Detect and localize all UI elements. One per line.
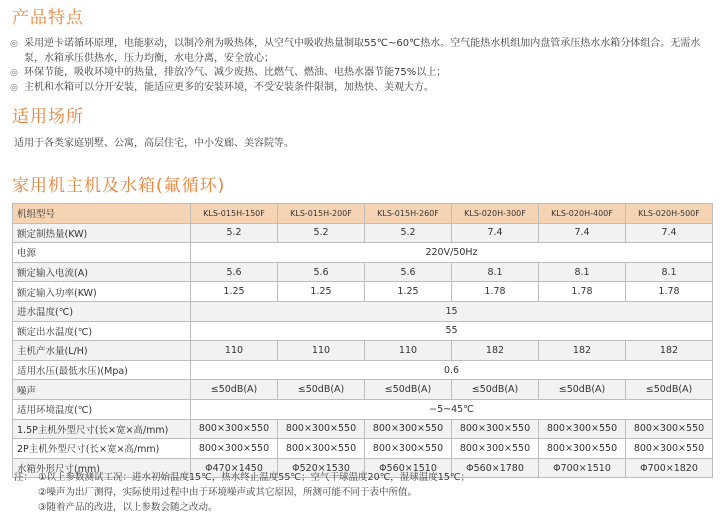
value-cell: 5.6 [278,262,365,282]
value-cell: 1.25 [365,282,452,302]
value-cell: 110 [365,341,452,361]
application-title: 适用场所 [12,107,84,127]
features-list [10,37,714,95]
value-cell: 7.4 [452,223,539,243]
value-cell: 800×300×550 [452,419,539,439]
table-title: 家用机主机及水箱(氟循环) [12,176,226,196]
table-row [13,321,713,341]
value-cell: ≤50dB(A) [626,380,713,400]
row-label: 适用水压(最低水压)(Mpa) [13,360,191,380]
row-label: 1.5P主机外型尺寸(长×宽×高/mm) [13,419,191,439]
note-text: ②噪声为出厂测得，实际使用过程中由于环境噪声或其它原因，所测可能不同于表中所值。 [38,487,418,498]
note-item [14,470,470,485]
value-cell: Φ700×1820 [626,458,713,478]
header-cell-model-name: KLS-020H-300F [452,204,539,224]
row-label: 额定制热量(KW) [13,223,191,243]
value-cell: Φ470×1450 [191,458,278,478]
value-cell: 800×300×550 [278,419,365,439]
value-cell: 5.2 [191,223,278,243]
application-text: 适用于各类家庭别墅、公寓，高层住宅，中小发廊、美容院等。 [14,138,294,149]
list-item [10,66,714,81]
value-cell: ≤50dB(A) [452,380,539,400]
value-cell: Φ560×1780 [452,458,539,478]
feature-text: 环保节能，吸收环境中的热量，排放冷气、减少废热、比燃气、燃油、电热水器节能75%以上； [24,67,447,78]
row-label: 主机产水量(L/H) [13,341,191,361]
merged-value-cell: 220V/50Hz [191,243,713,263]
value-cell: Φ560×1510 [365,458,452,478]
header-cell-model-name: KLS-020H-400F [539,204,626,224]
table-row [13,223,713,243]
value-cell: 5.6 [365,262,452,282]
value-cell: ≤50dB(A) [539,380,626,400]
row-label: 额定输入功率(KW) [13,282,191,302]
bullet-icon: ◎ [10,82,18,93]
value-cell: ≤50dB(A) [191,380,278,400]
merged-value-cell: 55 [191,321,713,341]
merged-value-cell: −5~45℃ [191,399,713,419]
header-cell-model-name: KLS-015H-260F [365,204,452,224]
value-cell: 110 [191,341,278,361]
merged-value-cell: 15 [191,301,713,321]
note-text: ①以上参数测试工况：进水初始温度15℃，热水终止温度55℃；空气干球温度20℃，湿球温度15℃； [38,472,471,483]
value-cell: 800×300×550 [452,439,539,459]
row-label: 额定输入电流(A) [13,262,191,282]
spec-table [12,203,713,478]
row-label: 2P主机外型尺寸(长×宽×高/mm) [13,439,191,459]
table-header-row [13,204,713,224]
value-cell: 5.6 [191,262,278,282]
table-row [13,380,713,400]
row-label: 电源 [13,243,191,263]
table-row [13,301,713,321]
value-cell: 5.2 [365,223,452,243]
value-cell: 8.1 [539,262,626,282]
note-item [14,485,470,500]
value-cell: 182 [626,341,713,361]
list-item [10,81,714,96]
list-item [10,37,714,66]
value-cell: 800×300×550 [626,419,713,439]
value-cell: 800×300×550 [539,419,626,439]
value-cell: 8.1 [452,262,539,282]
value-cell: ≤50dB(A) [365,380,452,400]
feature-text: 采用逆卡诺循环原理，电能驱动，以制冷剂为吸热体，从空气中吸收热量制取55℃~60℃热水。空气能热水机组加内盘管承压热水水箱分体组合。无需水泵，水箱承压供热水，压力均衡，水电分离，安全放心； [24,38,701,64]
table-row [13,399,713,419]
value-cell: 8.1 [626,262,713,282]
table-row [13,419,713,439]
value-cell: 1.78 [452,282,539,302]
table-row [13,262,713,282]
merged-value-cell: 0.6 [191,360,713,380]
value-cell: ≤50dB(A) [278,380,365,400]
value-cell: 800×300×550 [365,439,452,459]
notes-label: 注： [14,472,34,483]
value-cell: 1.25 [191,282,278,302]
feature-text: 主机和水箱可以分开安装，能适应更多的安装环境，不受安装条件限制，加热快、美观大方。 [24,81,434,93]
note-text: ③随着产品的改进，以上参数会随之改动。 [38,502,218,513]
value-cell: 800×300×550 [539,439,626,459]
value-cell: 182 [539,341,626,361]
value-cell: 1.78 [626,282,713,302]
value-cell: Φ700×1510 [539,458,626,478]
row-label: 额定出水温度(℃) [13,321,191,341]
row-label: 进水温度(℃) [13,301,191,321]
value-cell: 1.25 [278,282,365,302]
table-row [13,341,713,361]
value-cell: 110 [278,341,365,361]
row-label: 水箱外形尺寸(mm) [13,458,191,478]
row-label: 噪声 [13,380,191,400]
value-cell: 5.2 [278,223,365,243]
bullet-icon: ◎ [10,68,18,78]
header-cell-model-name: KLS-015H-150F [191,204,278,224]
header-cell-model: 机组型号 [13,204,191,224]
header-cell-model-name: KLS-015H-200F [278,204,365,224]
value-cell: 182 [452,341,539,361]
table-row [13,439,713,459]
value-cell: 800×300×550 [191,419,278,439]
note-item [14,500,470,515]
header-cell-model-name: KLS-020H-500F [626,204,713,224]
table-row [13,360,713,380]
value-cell: 800×300×550 [626,439,713,459]
row-label: 适用环境温度(℃) [13,399,191,419]
value-cell: 800×300×550 [191,439,278,459]
value-cell: Φ520×1530 [278,458,365,478]
table-row [13,282,713,302]
value-cell: 7.4 [539,223,626,243]
value-cell: 7.4 [626,223,713,243]
bullet-icon: ◎ [10,39,18,49]
value-cell: 1.78 [539,282,626,302]
features-title: 产品特点 [12,8,84,28]
notes [14,470,470,515]
table-row [13,243,713,263]
value-cell: 800×300×550 [365,419,452,439]
value-cell: 800×300×550 [278,439,365,459]
